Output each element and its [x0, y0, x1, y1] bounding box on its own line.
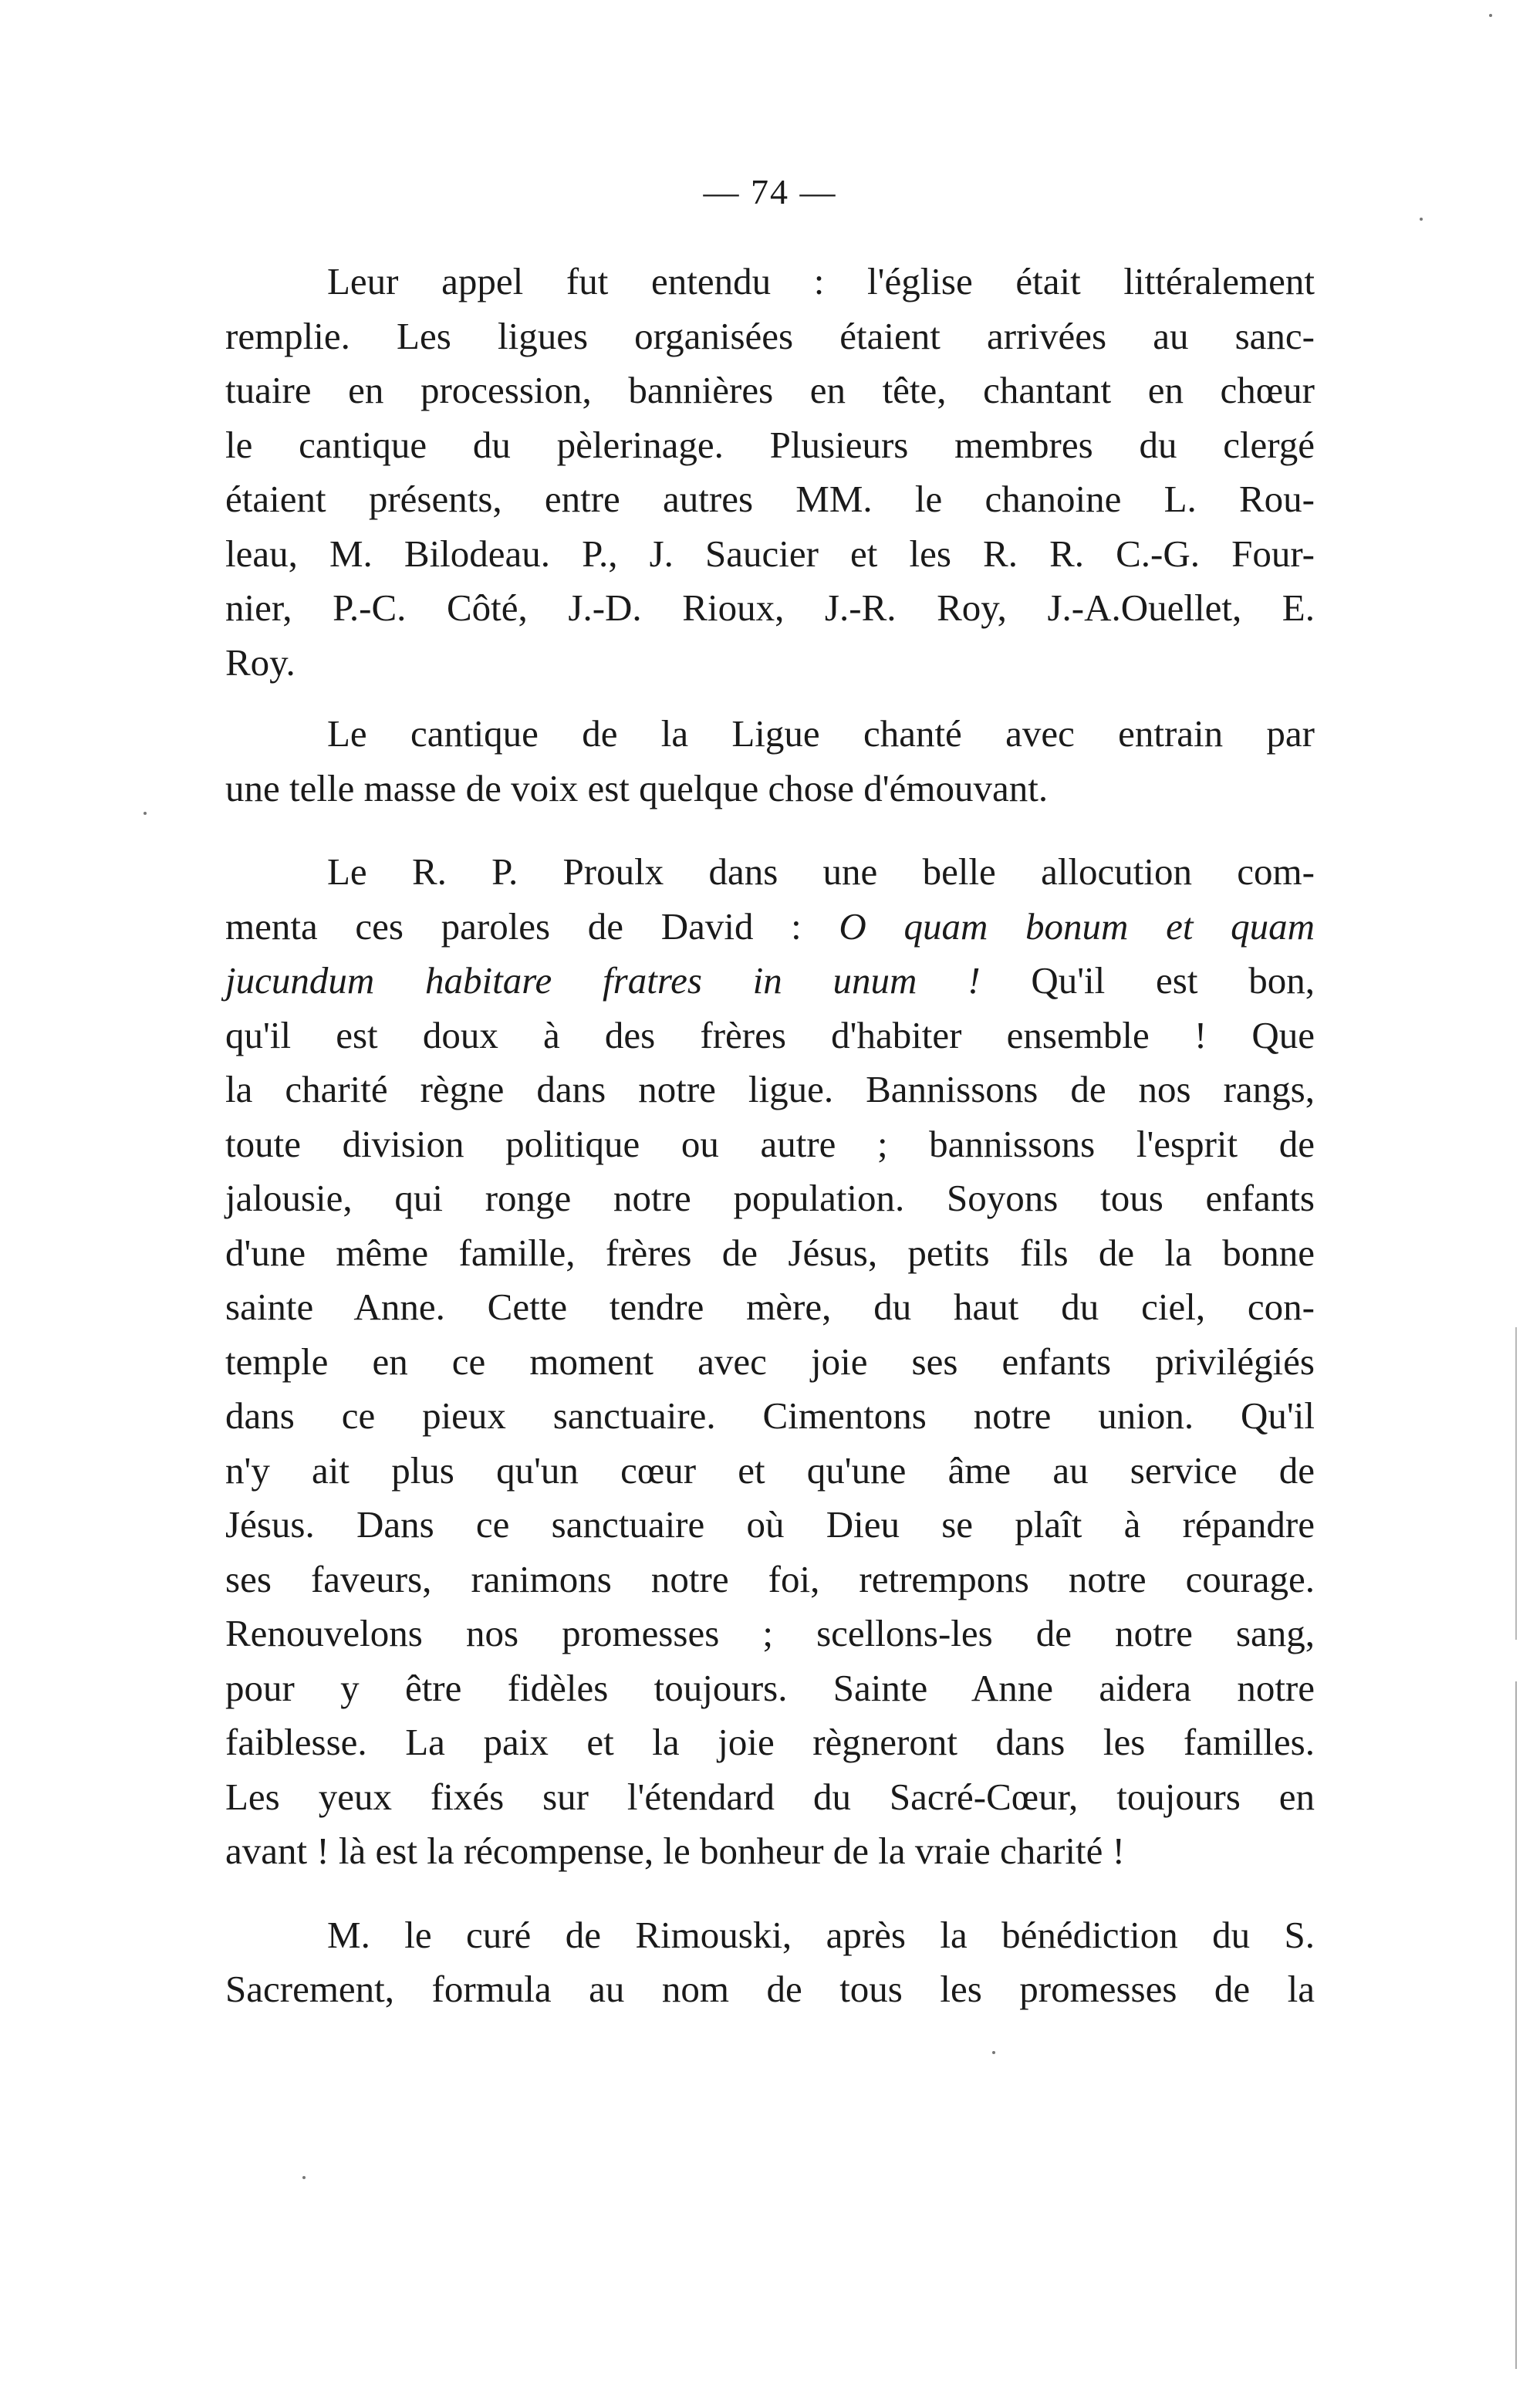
- text-line: une telle masse de voix est quelque chose d'émouvant.: [225, 766, 1049, 809]
- text-line: sainte Anne. Cette tendre mère, du haut du ciel, con-: [225, 1286, 1315, 1328]
- latin-quote: jucundum habitare fratres in unum !: [225, 959, 981, 1002]
- text-line: Leur appel fut entendu : l'église était littéralement: [327, 260, 1315, 302]
- text-line-mixed: [225, 954, 1315, 1009]
- text-line: M. le curé de Rimouski, après la bénédiction du S.: [327, 1913, 1315, 1956]
- text-line: la charité règne dans notre ligue. Bannissons de nos rangs,: [225, 1068, 1315, 1110]
- text-line: Les yeux fixés sur l'étendard du Sacré-Cœur, toujours en: [225, 1775, 1315, 1818]
- scan-speck: [302, 2176, 306, 2179]
- text-line: étaient présents, entre autres MM. le chanoine L. Rou-: [225, 478, 1315, 520]
- body-text: [225, 255, 1315, 2017]
- scan-edge-mark: [1515, 1327, 1517, 2369]
- text-line: ses faveurs, ranimons notre foi, retrempons notre courage.: [225, 1557, 1315, 1600]
- text-line: Roy.: [225, 640, 296, 684]
- text-line: Sacrement, formula au nom de tous les promesses de la: [225, 1968, 1315, 2010]
- scan-speck: [1420, 218, 1423, 221]
- text-line: Renouvelons nos promesses ; scellons-les de notre sang,: [225, 1612, 1315, 1654]
- paragraph-1: [225, 255, 1315, 690]
- page-number: — 74 —: [703, 172, 837, 211]
- paragraph-4: [225, 1908, 1315, 2017]
- text-line: temple en ce moment avec joie ses enfants privilégiés: [225, 1340, 1315, 1383]
- latin-quote: O quam bonum et quam: [839, 904, 1315, 948]
- text-line: jalousie, qui ronge notre population. Soyons tous enfants: [225, 1177, 1315, 1219]
- text-line: d'une même famille, frères de Jésus, petits fils de la bonne: [225, 1231, 1315, 1274]
- text-line: remplie. Les ligues organisées étaient arrivées au sanc-: [225, 314, 1315, 357]
- text-line: Le cantique de la Ligue chanté avec entrain par: [327, 712, 1315, 755]
- paragraph-2: [225, 707, 1315, 816]
- scan-speck: [144, 812, 147, 815]
- text-line: tuaire en procession, bannières en tête, chantant en chœur: [225, 369, 1315, 411]
- scan-speck: [1489, 14, 1492, 17]
- text-line: Jésus. Dans ce sanctuaire où Dieu se plaît à répandre: [225, 1503, 1315, 1546]
- text-line: toute division politique ou autre ; bannissons l'esprit de: [225, 1122, 1315, 1165]
- scan-speck: [992, 2051, 995, 2054]
- text-line: leau, M. Bilodeau. P., J. Saucier et les R. R. C.-G. Four-: [225, 532, 1315, 575]
- text-line: qu'il est doux à des frères d'habiter ensemble ! Que: [225, 1013, 1315, 1056]
- paragraph-3: [225, 845, 1315, 1879]
- text-line: faiblesse. La paix et la joie règneront dans les familles.: [225, 1721, 1315, 1763]
- text-line-mixed: [225, 900, 1315, 955]
- text-span: Qu'il est bon,: [980, 959, 1315, 1002]
- text-span: menta ces paroles de David :: [225, 904, 839, 948]
- text-line: nier, P.-C. Côté, J.-D. Rioux, J.-R. Roy, J.-A.Ouellet, E.: [225, 586, 1315, 629]
- text-line: dans ce pieux sanctuaire. Cimentons notre union. Qu'il: [225, 1394, 1315, 1437]
- text-line: le cantique du pèlerinage. Plusieurs membres du clergé: [225, 423, 1315, 466]
- text-line: n'y ait plus qu'un cœur et qu'une âme au service de: [225, 1448, 1315, 1492]
- text-line: avant ! là est la récompense, le bonheur de la vraie charité !: [225, 1830, 1125, 1872]
- text-line: Le R. P. Proulx dans une belle allocution com-: [327, 850, 1315, 893]
- text-line: pour y être fidèles toujours. Sainte Anne aidera notre: [225, 1666, 1315, 1709]
